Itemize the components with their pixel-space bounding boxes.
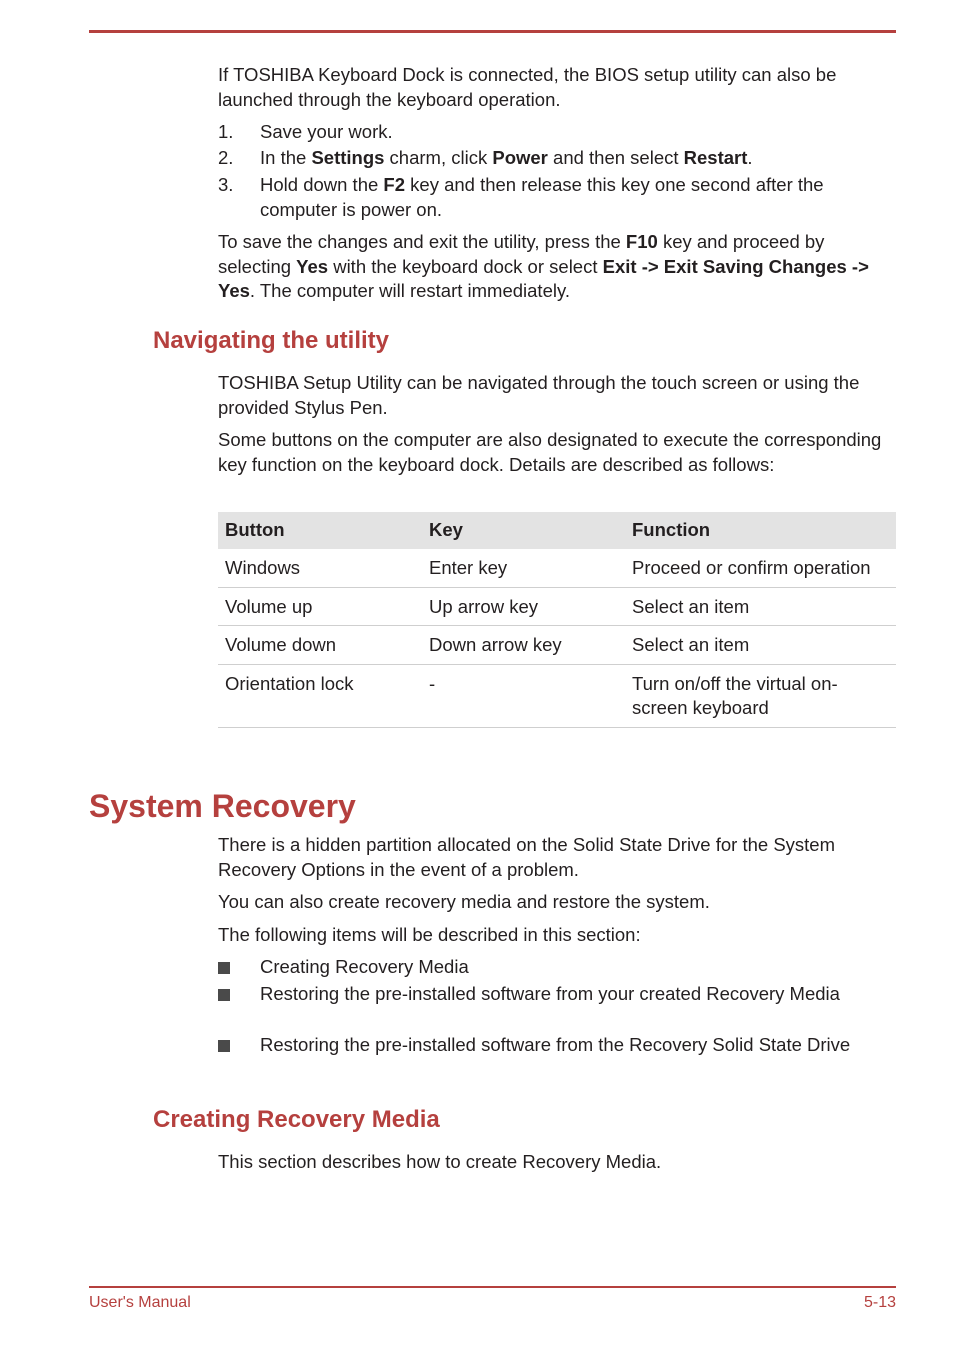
list-item	[218, 146, 898, 171]
step-text: Hold down the F2 key and then release this key one second after the computer is power on.	[260, 174, 824, 220]
footer-title: User's Manual	[89, 1294, 191, 1311]
table-cell: Windows	[218, 549, 422, 587]
section-heading-creating: Creating Recovery Media	[153, 1106, 440, 1133]
table-row	[218, 549, 896, 587]
bullet-square-icon	[218, 989, 230, 1001]
step-number: 3.	[218, 174, 234, 195]
table-header-cell: Function	[625, 512, 896, 549]
table-cell: -	[422, 664, 625, 727]
table-cell: Enter key	[422, 549, 625, 587]
list-item	[218, 120, 898, 145]
table-row	[218, 626, 896, 665]
table-cell: Volume down	[218, 626, 422, 665]
table-cell: Down arrow key	[422, 626, 625, 665]
list-item	[218, 173, 898, 222]
table-row	[218, 587, 896, 626]
table-cell: Select an item	[625, 626, 896, 665]
page-number: 5-13	[863, 1294, 896, 1311]
bottom-rule	[89, 1286, 896, 1288]
step-text: Save your work.	[260, 121, 393, 142]
save-paragraph: To save the changes and exit the utility, press the F10 key and proceed by selecting Yes with the keyboard dock or select Exit -> Exit Saving Changes -> Yes. The computer will restart immediately.	[218, 231, 869, 301]
button-key-table	[218, 512, 896, 728]
table-header-cell: Button	[218, 512, 422, 549]
table-header-cell: Key	[422, 512, 625, 549]
bullet-text: Creating Recovery Media	[260, 956, 469, 977]
table-cell: Volume up	[218, 587, 422, 626]
top-rule	[89, 30, 896, 33]
table-cell: Up arrow key	[422, 587, 625, 626]
navigating-paragraph-1: TOSHIBA Setup Utility can be navigated through the touch screen or using the provided Stylus Pen.	[218, 372, 860, 418]
bullet-text: Restoring the pre-installed software from your created Recovery Media	[260, 983, 840, 1004]
bullet-square-icon	[218, 962, 230, 974]
table-cell: Proceed or confirm operation	[625, 549, 896, 587]
recovery-paragraph-2: You can also create recovery media and restore the system.	[218, 891, 710, 912]
step-number: 2.	[218, 147, 234, 168]
list-item	[218, 1033, 898, 1058]
table-cell: Turn on/off the virtual on-screen keyboard	[625, 664, 896, 727]
chapter-heading-system-recovery: System Recovery	[89, 788, 356, 824]
table-header-row	[218, 512, 896, 549]
table-cell: Select an item	[625, 587, 896, 626]
list-item	[218, 982, 898, 1007]
recovery-paragraph-3: The following items will be described in this section:	[218, 924, 641, 945]
section-heading-navigating: Navigating the utility	[153, 327, 390, 354]
step-text: In the Settings charm, click Power and then select Restart.	[260, 147, 753, 168]
bullet-square-icon	[218, 1040, 230, 1052]
table-cell: Orientation lock	[218, 664, 422, 727]
intro-paragraph: If TOSHIBA Keyboard Dock is connected, the BIOS setup utility can also be launched through the keyboard operation.	[218, 64, 837, 110]
navigating-paragraph-2: Some buttons on the computer are also designated to execute the corresponding key function on the keyboard dock. Details are described as follows:	[218, 429, 882, 475]
bullet-text: Restoring the pre-installed software from the Recovery Solid State Drive	[260, 1034, 851, 1055]
table-row	[218, 664, 896, 727]
list-item	[218, 955, 898, 980]
step-number: 1.	[218, 121, 234, 142]
recovery-paragraph-1: There is a hidden partition allocated on the Solid State Drive for the System Recovery Options in the event of a problem.	[218, 834, 836, 880]
creating-paragraph: This section describes how to create Recovery Media.	[218, 1151, 662, 1172]
